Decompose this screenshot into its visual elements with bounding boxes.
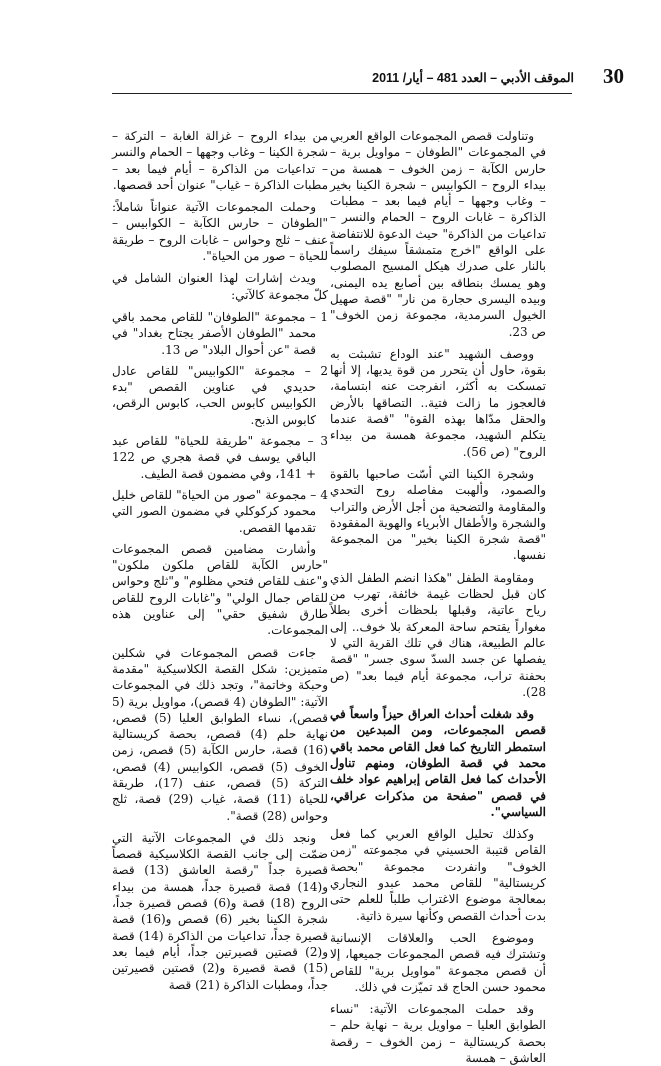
paragraph: وتناولت قصص المجموعات الواقع العربي في المجموعات "الطوفان – مواويل برية – حارس الكآبة – زمن الخوف – همسة من بيداء الروح – الكوابيس – شجرة الكينا بخير – وغاب وجهها – أيام فيما بعد – مطبات الذاكرة – غابات الروح – الحمام والنسر – تداعيات من الذاكرة" حيث الدعوة للانتفاضة على الواقع "اخرج متمشقاً سيفك راسماً بالنار على صدرك هيكل المسيح المصلوب وهو يمسك بنطاقه بين أصابع يده اليمنى، وبيده اليسرى حجارة من نار" "قصة صهيل الخيول السرمدية، مجموعة زمن الخوف" ص 23. [330, 129, 546, 339]
paragraph: ويدث إشارات لهذا العنوان الشامل في كلّ مجموعة كالآتي: [112, 271, 328, 302]
paragraph: من بيداء الروح – غزالة الغابة – التركة – شجرة الكينا – وغاب وجهها – الحمام والنسر – تداعيات من الذاكرة – أيام فيما بعد – مطبات الذاكرة – غياب" عنوان أحد قصصها. [112, 129, 328, 192]
text-column-right [330, 128, 546, 1066]
paragraph: وقد حملت المجموعات الآتية: "نساء الطوابق العليا – مواويل برية – نهاية حلم – بحصة كريستالية – زمن الخوف – رقصة العاشق – همسة [330, 1002, 546, 1066]
list-item: 4 – مجموعة "صور من الحياة" للقاص خليل محمود كركوكلي في مضمون الصور التي تقدمها القصص. [112, 487, 328, 535]
paragraph-bold: وقد شغلت أحداث العراق حيزاً واسعاً في قصص المجموعات، ومن المبدعين من استمطر التاريخ كما فعل القاص محمد باقي محمد في قصة الطوفان، ومنهم تناول الأحداث كما فعل القاص إبراهيم عواد خلف في قصص "صفحة من مذكرات عراقي، السياسي". [330, 707, 546, 819]
paragraph: ووصف الشهيد "عند الوداع تشبثت به بقوة، حاول أن يتحرر من قوة يديها، إلا أنها تمسكت به أكثر، انفرجت عنه ابتسامة، فالعجوز ما زالت فتية.. التصاقها بالأرض والحقل مدّاها بهذه القوة" "قصة عندما يتكلم الشهيد، مجموعة همسة من بيداء الروح" (ص 56). [330, 346, 546, 459]
paragraph: وأشارت مضامين قصص المجموعات "حارس الكآبة للقاص ملكون ملكون" و"عنف للقاص فتحي مظلوم" و"ثلج وحواس للقاص جمال الولي" و"غابات الروح للقاص طارق شفيق حقي" إلى عناوين هذه المجموعات. [112, 541, 328, 638]
paragraph: وموضوع الحب والعلاقات الإنسانية وتشترك فيه قصص المجموعات جميعها، إلا أن قصص مجموعة "مواويل برية" للقاص محمود حسن الحاج قد تميّزت في ذلك. [330, 930, 546, 994]
paragraph: ونجد ذلك في المجموعات الآتية التي ضمّت إلى جانب القصة الكلاسيكية قصصاً قصيرة جداً "رقصة العاشق (13) قصة و(14) قصة قصيرة جداً، همسة من بيداء الروح (18) قصة و(6) قصص قصيرة جداً، شجرة الكينا بخير (6) قصص و(16) قصة قصيرة جداً، تداعيات من الذاكرة (14) قصة و(2) قصتين قصيرتين جداً، أيام فيما بعد (15) قصة قصيرة و(2) قصتين قصيرتين جداً، ومطبات الذاكرة (21) قصة [112, 830, 328, 992]
page-header [112, 64, 624, 92]
paragraph: ومقاومة الطفل "هكذا انضم الطفل الذي كان قبل لحظات غيمة خائفة، تهرب من رياح عاتية، وقبلها بلحظات أخرى بطلاً مغواراً يقتحم ساحة المعركة بلا خوف.. إلى عالم الطبيعة، هناك في تلك القرية التي لا يفصلها عن جسد السدّ سوى جسر" "قصة بحفنة تراب، مجموعة أيام فيما بعد" (ص 28). [330, 570, 546, 699]
header-rule [112, 93, 572, 94]
paragraph: جاءت قصص المجموعات في شكلين متميزين: شكل القصة الكلاسيكية "مقدمة وحبكة وخاتمة"، وتجد ذلك في المجموعات الآتية: "الطوفان (4 قصص)، مواويل برية (5 قصص)، نساء الطوابق العليا (5) قصص، نهاية حلم (4) قصص، بحصة كريستالية (16) قصة، حارس الكآبة (5) قصص، زمن الخوف (5) قصص، الكوابيس (4) قصص، التركة (5) قصص، عنف (17)، طريقة للحياة (11) قصة، غياب (29) قصة، ثلج وحواس (28) قصة". [112, 645, 329, 823]
paragraph: وحملت المجموعات الآتية عنواناً شاملاً: "الطوفان – حارس الكآبة – الكوابيس – عنف – ثلج وحواس – غابات الروح – طريقة للحياة – صور من الحياة". [112, 200, 328, 264]
page-number: 30 [603, 64, 624, 88]
list-item: 2 – مجموعة "الكوابيس" للقاص عادل حديدي في عناوين القصص "بدء الكوابيس كابوس الحب، كابوس الرقص، كابوس الذبح. [112, 363, 328, 427]
list-item: 3 – مجموعة "طريقة للحياة" للقاص عبد الباقي يوسف في قصة هجري ص 122 + 141، وفي مضمون قصة الطيف. [112, 434, 328, 481]
list-item: 1 – مجموعة "الطوفان" للقاص محمد باقي محمد "الطوفان الأصفر يجتاح بغداد" في قصة "عن أحوال البلاد" ص 13. [112, 309, 328, 357]
paragraph: وكذلك تحليل الواقع العربي كما فعل القاص قتيبة الحسيني في مجموعته "زمن الخوف" وانفردت مجموعة "بحصة كريستالية" للقاص محمد عبدو النجاري بمعالجة موضوع الاغتراب طلباً للعلم حتى بدت أحداث القصص وكأنها سيرة ذاتية. [330, 827, 546, 923]
paragraph: وشجرة الكينا التي أسّت صاحبها بالقوة والصمود، وألهبت مفاصله روح التحدي والمقاومة والتضحية من أجل الأرض والتراب والشجرة والأطفال الأبرياء والهوية المفقودة "قصة شجرة الكينا بخير" من المجموعة نفسها. [330, 466, 546, 563]
running-head: الموقف الأدبي – العدد 481 – أيار/ 2011 [372, 71, 574, 85]
text-column-left [112, 128, 329, 992]
